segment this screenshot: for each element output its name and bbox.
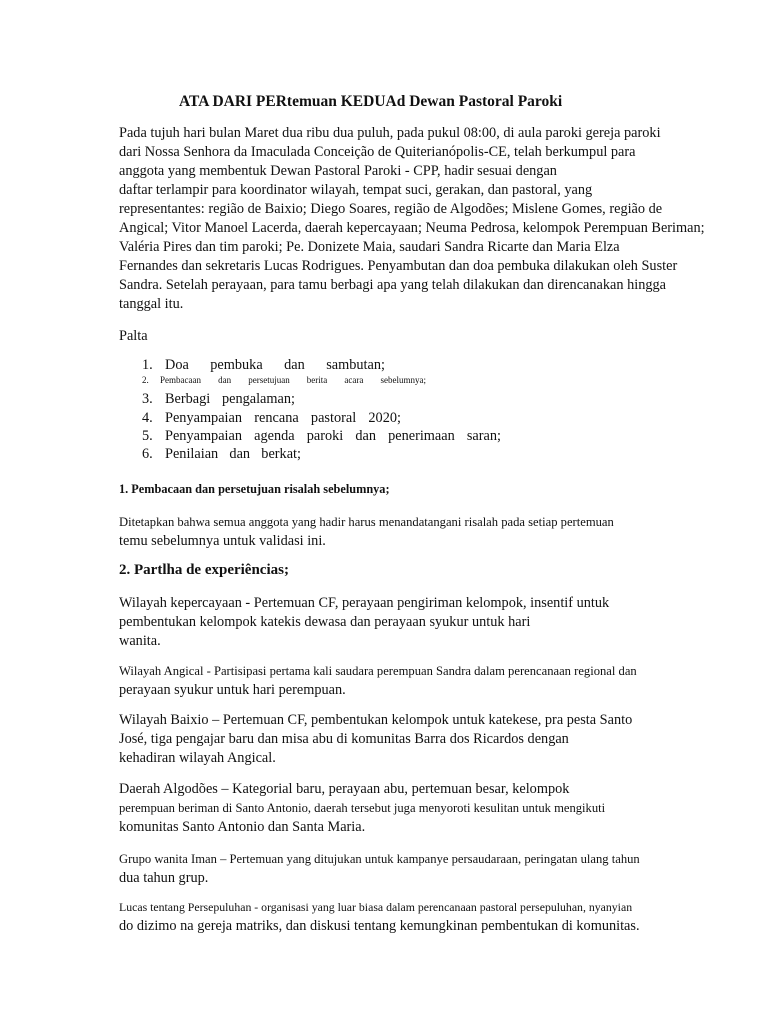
paragraph-line: pembentukan kelompok katekis dewasa dan perayaan syukur untuk hari: [119, 614, 531, 630]
list-word: berita: [306, 375, 328, 386]
intro-line: Valéria Pires dan tim paroki; Pe. Donizete Maia, saudari Sandra Ricarte dan Maria Elza: [119, 239, 620, 255]
paragraph-line: Daerah Algodões – Kategorial baru, perayaan abu, pertemuan besar, kelompok: [119, 781, 570, 797]
experience-paragraph: [119, 898, 679, 936]
list-word: dan: [218, 375, 232, 386]
intro-line: tanggal itu.: [119, 296, 184, 312]
list-number: 3.: [142, 391, 153, 408]
list-item: [142, 446, 502, 464]
intro-line: Angical; Vitor Manoel Lacerda, daerah kepercayaan; Neuma Pedrosa, kelompok Perempuan Beriman;: [119, 220, 705, 236]
document-title: ATA DARI PERtemuan KEDUAd Dewan Pastoral Paroki: [179, 93, 563, 110]
paragraph-line: Wilayah kepercayaan - Pertemuan CF, perayaan pengiriman kelompok, insentif untuk: [119, 595, 610, 611]
list-word: Penilaian: [165, 446, 219, 463]
list-text: [165, 410, 401, 427]
list-word: paroki: [306, 427, 344, 444]
intro-line: daftar terlampir para koordinator wilayah, tempat suci, gerakan, dan pastoral, yang: [119, 182, 593, 198]
list-number: 6.: [142, 446, 153, 463]
paragraph-line: Wilayah Baixio – Pertemuan CF, pembentukan kelompok untuk katekese, pra pesta Santo: [119, 712, 633, 728]
paragraph-line: temu sebelumnya untuk validasi ini.: [119, 533, 326, 549]
list-item: [142, 357, 502, 375]
list-word: Doa: [165, 357, 189, 373]
paragraph-line: do dizimo na gereja matriks, dan diskusi tentang kemungkinan pembentukan di komunitas.: [119, 918, 640, 934]
list-word: persetujuan: [248, 375, 290, 386]
list-number: 1.: [142, 357, 153, 373]
list-word: sambutan;: [326, 357, 385, 373]
paragraph-line: komunitas Santo Antonio dan Santa Maria.: [119, 819, 366, 835]
list-word: 2020;: [368, 409, 401, 426]
paragraph-line: José, tiga pengajar baru dan misa abu di komunitas Barra dos Ricardos dengan: [119, 731, 569, 747]
agenda-label-block: [119, 327, 679, 346]
list-word: penerimaan: [388, 427, 455, 444]
list-item: [142, 410, 502, 428]
list-word: pembuka: [210, 357, 263, 373]
list-text: [165, 391, 295, 408]
list-text: [165, 428, 501, 445]
list-word: saran;: [466, 427, 501, 444]
paragraph-line: Wilayah Angical - Partisipasi pertama kali saudara perempuan Sandra dalam perencanaan regional dan: [119, 664, 637, 678]
list-word: agenda: [254, 427, 295, 444]
intro-line: dari Nossa Senhora da Imaculada Conceição de Quiterianópolis-CE, telah berkumpul para: [119, 144, 636, 160]
list-word: dan: [229, 446, 251, 463]
paragraph-line: perayaan syukur untuk hari perempuan.: [119, 682, 346, 698]
experience-paragraph: [119, 711, 679, 768]
list-word: rencana: [254, 409, 299, 426]
list-text: [160, 375, 426, 385]
list-word: Penyampaian: [165, 409, 243, 426]
paragraph-line: Grupo wanita Iman – Pertemuan yang ditujukan untuk kampanye persaudaraan, peringatan ulang tahun: [119, 852, 640, 866]
list-number: 5.: [142, 427, 153, 444]
section1-paragraph: [119, 513, 679, 551]
paragraph-line: wanita.: [119, 633, 161, 649]
list-text: [165, 446, 301, 463]
intro-line: anggota yang membentuk Dewan Pastoral Paroki - CPP, hadir sesuai dengan: [119, 163, 557, 179]
list-number: 2.: [142, 375, 149, 386]
agenda-list: [142, 357, 502, 464]
list-word: berkat;: [261, 446, 301, 463]
paragraph-line: kehadiran wilayah Angical.: [119, 750, 276, 766]
list-item: [142, 391, 502, 409]
list-word: dan: [284, 357, 305, 373]
paragraph-line: Ditetapkan bahwa semua anggota yang hadir harus menandatangani risalah pada setiap pertemuan: [119, 515, 614, 529]
experience-paragraph: [119, 850, 679, 888]
experience-paragraph: [119, 780, 679, 837]
intro-line: Fernandes dan sekretaris Lucas Rodrigues. Penyambutan dan doa pembuka dilakukan oleh Suster: [119, 258, 678, 274]
intro-paragraph: [119, 124, 705, 314]
intro-line: representantes: região de Baixio; Diego Soares, região de Algodões; Mislene Gomes, região de: [119, 201, 663, 217]
paragraph-line: perempuan beriman di Santo Antonio, daerah tersebut juga menyoroti kesulitan untuk mengikuti: [119, 801, 606, 815]
intro-line: Pada tujuh hari bulan Maret dua ribu dua puluh, pada pukul 08:00, di aula paroki gereja paroki: [119, 125, 661, 141]
section-heading: 2. Partlha de experiências;: [119, 562, 289, 578]
list-word: pastoral: [310, 409, 357, 426]
list-word: pengalaman;: [221, 391, 295, 408]
list-word: acara: [344, 375, 364, 386]
experience-paragraph: [119, 594, 679, 651]
paragraph-line: dua tahun grup.: [119, 870, 209, 886]
list-word: Berbagi: [165, 391, 211, 408]
paragraph-line: Lucas tentang Persepuluhan - organisasi yang luar biasa dalam perencanaan pastoral persepuluhan, nyanyian: [119, 900, 633, 914]
list-text: [165, 357, 385, 374]
intro-line: Sandra. Setelah perayaan, para tamu berbagi apa yang telah dilakukan dan direncanakan hingga: [119, 277, 667, 293]
list-word: dan: [355, 427, 376, 444]
list-item: [142, 375, 502, 391]
experience-paragraph: [119, 662, 679, 700]
agenda-label: Palta: [119, 328, 148, 344]
list-item: [142, 428, 502, 446]
section-heading: 1. Pembacaan dan persetujuan risalah sebelumnya;: [119, 482, 390, 496]
list-word: sebelumnya;: [380, 375, 426, 386]
list-word: Penyampaian: [165, 427, 243, 444]
list-number: 4.: [142, 409, 153, 426]
list-word: Pembacaan: [160, 375, 201, 386]
